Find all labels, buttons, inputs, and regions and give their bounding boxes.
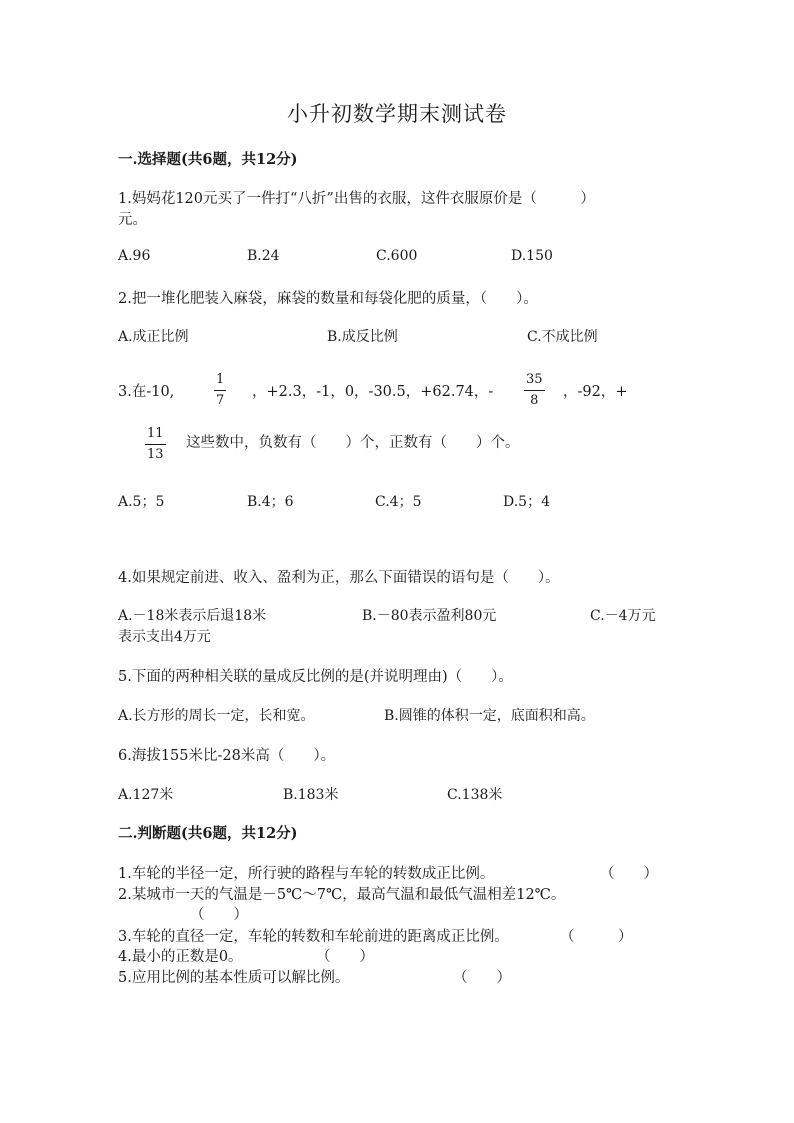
question-1-option-a: A.96 (118, 248, 151, 264)
question-6-option-c: C.138米 (447, 787, 503, 803)
fraction-bar (214, 390, 226, 391)
question-1-text-cont: 元。 (118, 212, 147, 228)
judgement-item-5-bracket: （ ） (453, 970, 511, 986)
fraction-denominator: 13 (147, 447, 164, 462)
question-1-text: 1.妈妈花120元买了一件打“八折”出售的衣服，这件衣服原价是（ ） (118, 191, 595, 207)
fraction-bar (145, 444, 166, 445)
judgement-item-3-bracket: （ ） (560, 929, 633, 945)
fraction-numerator: 1 (216, 372, 225, 387)
judgement-item-2-text: 2.某城市一天的气温是－5℃～7℃，最高气温和最低气温相差12℃。 (118, 887, 566, 903)
question-4-option-c: C.－4万元 (590, 608, 656, 624)
question-3-text-part1: 3.在-10, (118, 384, 175, 400)
question-4-text: 4.如果规定前进、收入、盈利为正，那么下面错误的语句是（ ）。 (118, 570, 560, 586)
judgement-item-5-text: 5.应用比例的基本性质可以解比例。 (118, 970, 350, 986)
question-1-option-d: D.150 (511, 248, 553, 264)
judgement-item-3-text: 3.车轮的直径一定，车轮的转数和车轮前进的距离成正比例。 (118, 929, 509, 945)
fraction-denominator: 7 (216, 393, 225, 408)
question-5-text: 5.下面的两种相关联的量成反比例的是(并说明理由)（ ）。 (118, 669, 513, 685)
question-3-text-part2: ，+2.3，-1，0，-30.5，+62.74，- (252, 384, 494, 400)
question-1-option-c: C.600 (376, 248, 418, 264)
question-3-option-a: A.5；5 (118, 494, 165, 510)
question-3-text-part3: ，-92，+ (563, 384, 628, 400)
fraction-one-seventh (214, 372, 226, 408)
question-3-option-c: C.4；5 (375, 494, 422, 510)
judgement-item-1-bracket: （ ） (600, 866, 658, 882)
fraction-thirty-five-eighths (524, 372, 545, 408)
question-4-option-a: A.－18米表示后退18米 (118, 608, 267, 624)
fraction-numerator: 35 (526, 372, 543, 387)
question-4-option-c-cont: 表示支出4万元 (118, 629, 211, 645)
question-5-option-b: B.圆锥的体积一定，底面积和高。 (384, 708, 595, 724)
question-2-option-a: A.成正比例 (118, 329, 189, 345)
section-heading-judgement: 二.判断题(共6题，共12分) (118, 825, 298, 842)
question-6-option-b: B.183米 (283, 787, 339, 803)
question-2-option-c: C.不成比例 (527, 329, 598, 345)
fraction-denominator: 8 (530, 393, 539, 408)
fraction-numerator: 11 (147, 426, 164, 441)
judgement-item-4-text: 4.最小的正数是0。 (118, 949, 243, 965)
question-2-option-b: B.成反比例 (327, 329, 398, 345)
fraction-bar (524, 390, 545, 391)
question-2-text: 2.把一堆化肥装入麻袋，麻袋的数量和每袋化肥的质量，（ ）。 (118, 291, 538, 307)
question-1-option-b: B.24 (247, 248, 280, 264)
judgement-item-2-bracket: （ ） (190, 907, 248, 923)
question-3-option-b: B.4；6 (247, 494, 294, 510)
question-3-text-part4: 这些数中，负数有（ ）个，正数有（ ）个。 (186, 435, 520, 451)
question-3-option-d: D.5；4 (503, 494, 550, 510)
section-heading-choice: 一.选择题(共6题，共12分) (118, 151, 298, 168)
question-6-option-a: A.127米 (118, 787, 174, 803)
question-4-option-b: B.－80表示盈利80元 (362, 608, 497, 624)
judgement-item-4-bracket: （ ） (316, 949, 374, 965)
question-6-text: 6.海拔155米比-28米高（ ）。 (118, 748, 336, 764)
question-5-option-a: A.长方形的周长一定，长和宽。 (118, 708, 315, 724)
judgement-item-1-text: 1.车轮的半径一定，所行驶的路程与车轮的转数成正比例。 (118, 866, 495, 882)
fraction-eleven-thirteenths (145, 426, 166, 462)
page-title: 小升初数学期末测试卷 (287, 102, 507, 126)
